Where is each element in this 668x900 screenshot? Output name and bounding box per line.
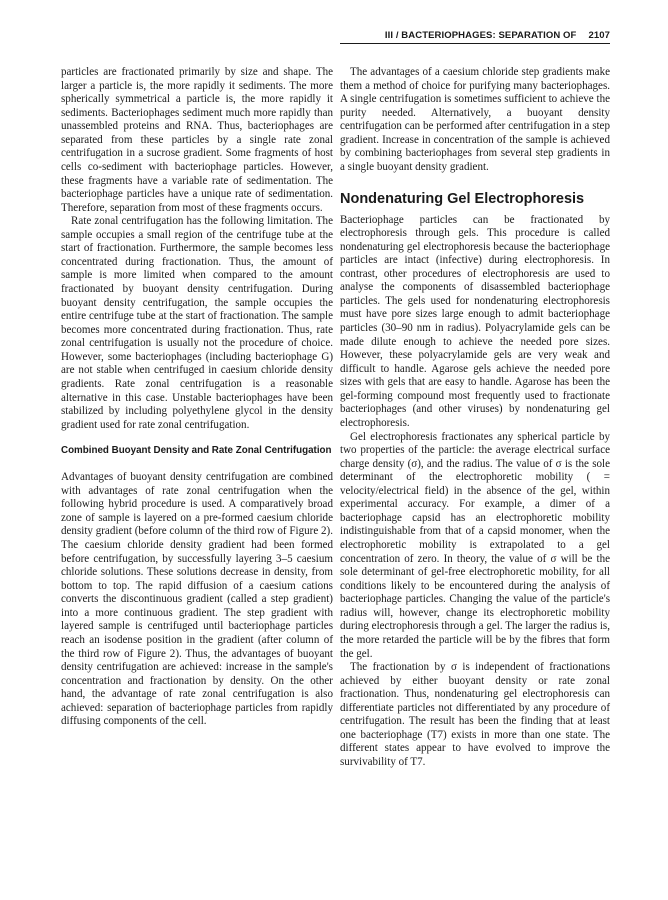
left-column xyxy=(61,66,333,729)
subsection-heading: Combined Buoyant Density and Rate Zonal Centrifugation xyxy=(61,445,332,457)
paragraph: particles are fractionated primarily by size and shape. The larger a particle is, the more rapidly it sediments. The more spherically symmetrical a particle is, the more rapidly it sediments. Bacteriophages sediment much more rapidly than unassembled proteins and RNA. Thus, bacteriophages are separated from these particles by a single rate zonal centrifugation in a sucrose gradient. Some fragments of host cells co-sediment with bacteriophage particles. However, these fragments have a variable rate of sedimentation. The bacteriophage particles have a unique rate of sedimentation. Therefore, separation from most of these fragments occurs. xyxy=(61,66,333,214)
paragraph: Gel electrophoresis fractionates any spherical particle by two properties of the particle: the average electrical surface charge density (σ), and the radius. The value of σ is the sole determinant of the electrophoretic mobility ( = velocity/electrical field) in the absence of the gel, within experimental accuracy. For example, a dimer of a bacteriophage capsid has an electrophoretic mobility indistinguishable from that of a capsid monomer, when the electrophoretic mobility is extrapolated to a gel concentration of zero. In theory, the value of σ will be the sole determinant of gel-free electrophoretic mobility, for all conditions likely to be encountered during the analysis of bacteriophage particles. Changing the value of the particle's radius will, however, change its electrophoretic mobility during electrophoresis through a gel. The larger the radius is, the more retarded the particle will be by the fibres that form the gel. xyxy=(340,430,610,660)
paragraph: Bacteriophage particles can be fractionated by electrophoresis through gels. This procedure is called nondenaturing gel electrophoresis because the bacteriophage particles are intact (infective) during electrophoresis. In contrast, other procedures of electrophoresis are used to analyse the components of disassembled bacteriophage particles. The gels used for nondenaturing electrophoresis must have pore sizes large enough to admit bacteriophage particles (30–90 nm in radius). Polyacrylamide gels can be made dilute enough to achieve the needed pore sizes. However, these polyacrylamide gels are very weak and difficult to handle. Agarose gels achieve the needed pore sizes with gels that are easy to handle. Agarose has been the gel-forming compound most frequently used to fractionate bacteriophages (and other viruses) by nondenaturing gel electrophoresis. xyxy=(340,213,610,429)
paragraph: The fractionation by σ is independent of fractionations achieved by either buoyant density or rate zonal fractionation. Thus, nondenaturing gel electrophoresis can differentiate particles not differentiated by any procedure of centrifugation. The result has been the finding that at least one bacteriophage (T7) exists in more than one state. The different states appear to have evolved to improve the survivability of T7. xyxy=(340,661,610,768)
header-rule xyxy=(340,43,610,44)
paragraph: Advantages of buoyant density centrifugation are combined with advantages of rate zonal centrifugation when the following hybrid procedure is used. A comparatively broad zone of sample is layered on a pre-formed caesium chloride density gradient (before column of the third row of Figure 2). The caesium chloride density gradient had been formed before centrifugation, by successfully layering 3–5 caesium chloride solutions. These solutions decrease in density, from bottom to top. The rapid diffusion of a caesium cations converts the discontinuous gradient (called a step gradient) into a more continuous gradient. The step gradient with layered sample is centrifuged until bacteriophage particles reach an isodense position in the gradient (after column of the third row of Figure 2). Thus, the advantages of buoyant density centrifugation are achieved: increase in the sample's concentration and fractionation by density. On the other hand, the advantage of rate zonal centrifugation is also achieved: separation of bacteriophage particles from rapidly diffusing components of the cell. xyxy=(61,471,333,728)
paragraph: Rate zonal centrifugation has the following limitation. The sample occupies a small region of the centrifuge tube at the start of fractionation. Furthermore, the sample becomes less concentrated during fractionation. Thus, the amount of sample is more limited when compared to the amount fractionated by buoyant density centrifugation. During buoyant density centrifugation, the sample occupies the entire centrifuge tube at the start of fractionation. The sample becomes more concentrated during fractionation. Thus, rate zonal centrifugation is usually not the procedure of choice. However, some bacteriophages (including bacteriophage G) are not stable when centrifuged in caesium chloride density gradients. Rate zonal centrifugation is a reasonable alternative in this case. Unstable bacteriophages have been stabilized by including polyethylene glycol in the density gradient used for rate zonal centrifugation. xyxy=(61,215,333,431)
running-header xyxy=(340,30,610,41)
paragraph: The advantages of a caesium chloride step gradients make them a method of choice for purifying many bacteriophages. A single centrifugation is sometimes sufficient to achieve the purity needed. Alternatively, a buoyant density centrifugation can be performed after centrifugation in a step gradient. Increase in concentration of the sample is achieved by combining bacteriophages from several step gradients in a single buoyant density gradient. xyxy=(340,66,610,173)
right-column xyxy=(340,66,610,770)
section-heading: Nondenaturing Gel Electrophoresis xyxy=(340,190,585,207)
page-number: 2107 xyxy=(588,30,610,41)
running-header-title: III / BACTERIOPHAGES: SEPARATION OF xyxy=(384,30,577,41)
